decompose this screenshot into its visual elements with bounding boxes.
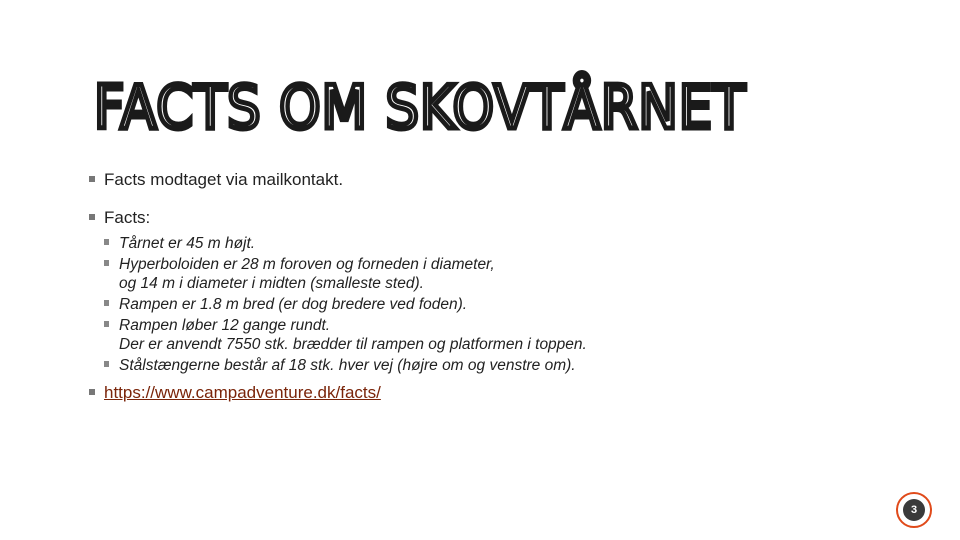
slide-title: FACTS OM SKOVTÅRNET bbox=[94, 73, 776, 143]
bullet-text: Facts modtaget via mailkontakt. bbox=[104, 170, 344, 189]
page-number: 3 bbox=[903, 499, 925, 521]
bullet-item bbox=[88, 170, 868, 190]
sub-bullet-text: Hyperboloiden er 28 m foroven og forneden i diameter, bbox=[119, 256, 495, 273]
sub-bullet-text: Stålstængerne består af 18 stk. hver vej (højre om og venstre om). bbox=[119, 357, 576, 374]
bullet-square-icon bbox=[89, 389, 95, 395]
slide-title-container bbox=[76, 62, 776, 150]
sub-bullet-item bbox=[104, 255, 868, 293]
sub-bullet-item bbox=[104, 316, 868, 354]
bullet-item bbox=[88, 383, 868, 403]
sub-bullet-item bbox=[104, 234, 868, 253]
page-number-badge bbox=[896, 492, 932, 528]
sub-bullet-text: og 14 m i diameter i midten (smalleste sted). bbox=[119, 275, 424, 292]
campadventure-facts-link[interactable]: https://www.campadventure.dk/facts/ bbox=[104, 383, 381, 402]
sub-bullet-text: Der er anvendt 7550 stk. brædder til rampen og platformen i toppen. bbox=[119, 336, 587, 353]
sub-bullet-text: Tårnet er 45 m højt. bbox=[119, 235, 256, 252]
sub-bullet-item bbox=[104, 295, 868, 314]
bullet-square-icon bbox=[104, 239, 109, 245]
bullet-item bbox=[88, 208, 868, 228]
sub-bullet-text: Rampen er 1.8 m bred (er dog bredere ved foden). bbox=[119, 296, 468, 313]
slide-body bbox=[88, 170, 868, 403]
bullet-square-icon bbox=[104, 361, 109, 367]
bullet-text: Facts: bbox=[104, 208, 151, 227]
sub-bullet-text: Rampen løber 12 gange rundt. bbox=[119, 317, 331, 334]
bullet-square-icon bbox=[104, 321, 109, 327]
sub-bullet-item bbox=[104, 356, 868, 375]
sub-bullet-list bbox=[104, 234, 868, 375]
bullet-square-icon bbox=[104, 260, 109, 266]
bullet-square-icon bbox=[104, 300, 109, 306]
bullet-square-icon bbox=[89, 176, 95, 182]
bullet-square-icon bbox=[89, 214, 95, 220]
slide-title-svg bbox=[76, 62, 776, 150]
